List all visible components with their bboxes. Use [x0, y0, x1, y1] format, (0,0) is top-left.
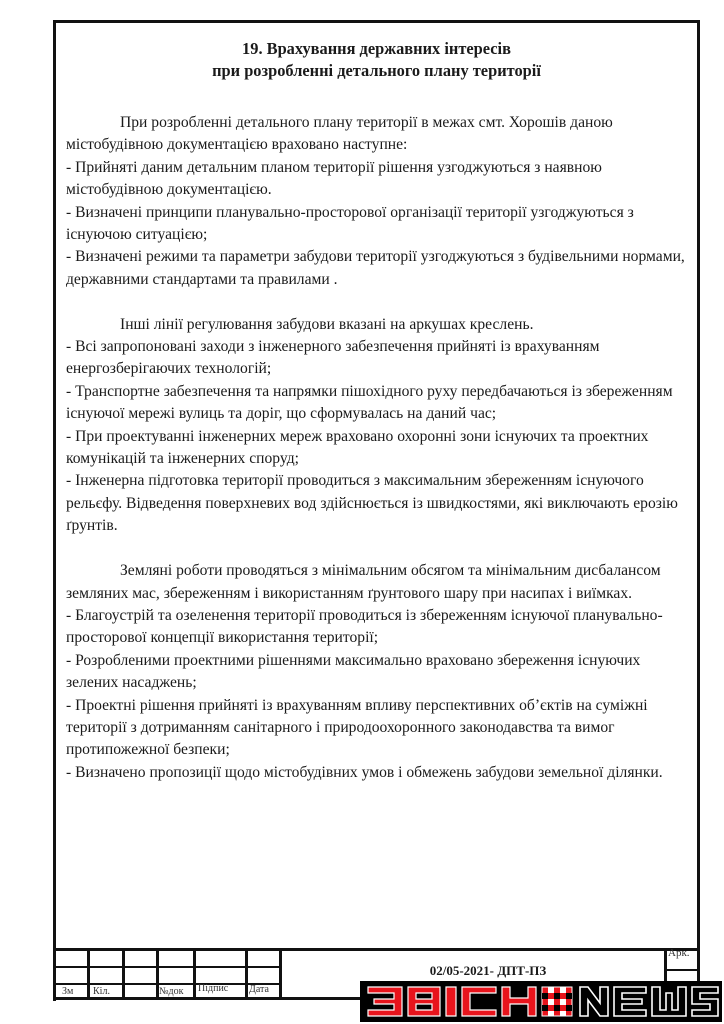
title-line-1: 19. Врахування державних інтересів	[242, 39, 511, 58]
list-item: - Інженерна підготовка території проводиться з максимальним збереженням існуючого рельєфу. Відведення поверхневих вод здійснюється із швидкостями, які виключають ерозію ґрунтів.	[66, 472, 678, 535]
stamp-divider	[193, 948, 196, 1000]
stamp-divider	[87, 948, 90, 1000]
list-item: - Транспортне забезпечення та напрямки пішохідного руху передбачаються із збереженням існуючої мережі вулиць та доріг, що сформувалась на даний час;	[66, 382, 673, 423]
stamp-divider	[279, 948, 282, 1000]
stamp-label-date: Дата	[249, 984, 269, 995]
stamp-divider	[245, 948, 248, 1000]
list-item: - Визначено пропозиції щодо містобудівних умов і обмежень забудови земельної ділянки.	[66, 763, 663, 781]
body-text	[66, 112, 696, 784]
title-line-2: при розробленні детального плану території	[212, 61, 541, 80]
paragraph: Інші лінії регулювання забудови вказані на аркушах креслень.	[120, 315, 534, 333]
stamp-row-line	[56, 966, 282, 968]
list-item: - Всі запропоновані заходи з інженерного забезпечення прийняті із врахуванням енергозберігаючих технологій;	[66, 338, 600, 378]
list-item: - Визначені принципи планувально-просторової організації території узгоджуються з існуючою ситуацією;	[66, 203, 634, 244]
paragraph: При розробленні детального плану території в межах смт. Хорошів даною містобудівною документацією враховано наступне:	[66, 114, 613, 154]
stamp-label-signature: Підпис	[198, 983, 229, 994]
paragraph: Земляні роботи проводяться з мінімальним обсягом та мінімальним дисбалансом земляних мас, збереженням і використанням ґрунтового шару при насипах і виїмках.	[66, 562, 661, 602]
list-item: - Розробленими проектними рішеннями максимально враховано збереження існуючих зелених насаджень;	[66, 651, 641, 692]
stamp-label-change: Зм	[62, 986, 74, 997]
section-title	[56, 38, 697, 82]
paragraph-gap	[66, 538, 696, 560]
list-item: - Прийняті даним детальним планом території рішення узгоджуються з наявною містобудівною документацією.	[66, 158, 602, 199]
stamp-label-doc-number: №док	[159, 986, 184, 997]
zvisno-news-logo	[360, 981, 722, 1022]
list-item: - Благоустрій та озеленення території проводиться із збереженням існуючої планувально-просторової концепції використання території;	[66, 606, 663, 647]
paragraph-gap	[66, 291, 696, 313]
checker-badge-icon	[542, 987, 572, 1016]
stamp-label-quantity: Кіл.	[93, 986, 110, 997]
document-number: 02/05-2021- ДПТ-ПЗ	[429, 963, 547, 978]
watermark-logo	[360, 981, 722, 1022]
stamp-divider	[122, 948, 125, 1000]
list-item: - Проектні рішення прийняті із врахуванням впливу перспективних об’єктів на суміжні території з дотриманням санітарного і природоохоронного законодавства та вимог протипожежної безпеки;	[66, 696, 648, 759]
sheet-label: Арк.	[668, 947, 690, 959]
list-item: - При проектуванні інженерних мереж враховано охоронні зони існуючих та проектних комунікацій та інженерних споруд;	[66, 427, 649, 468]
list-item: - Визначені режими та параметри забудови території узгоджуються з будівельними нормами, державними стандартами та правилами .	[66, 248, 685, 288]
stamp-row-line	[664, 969, 697, 971]
